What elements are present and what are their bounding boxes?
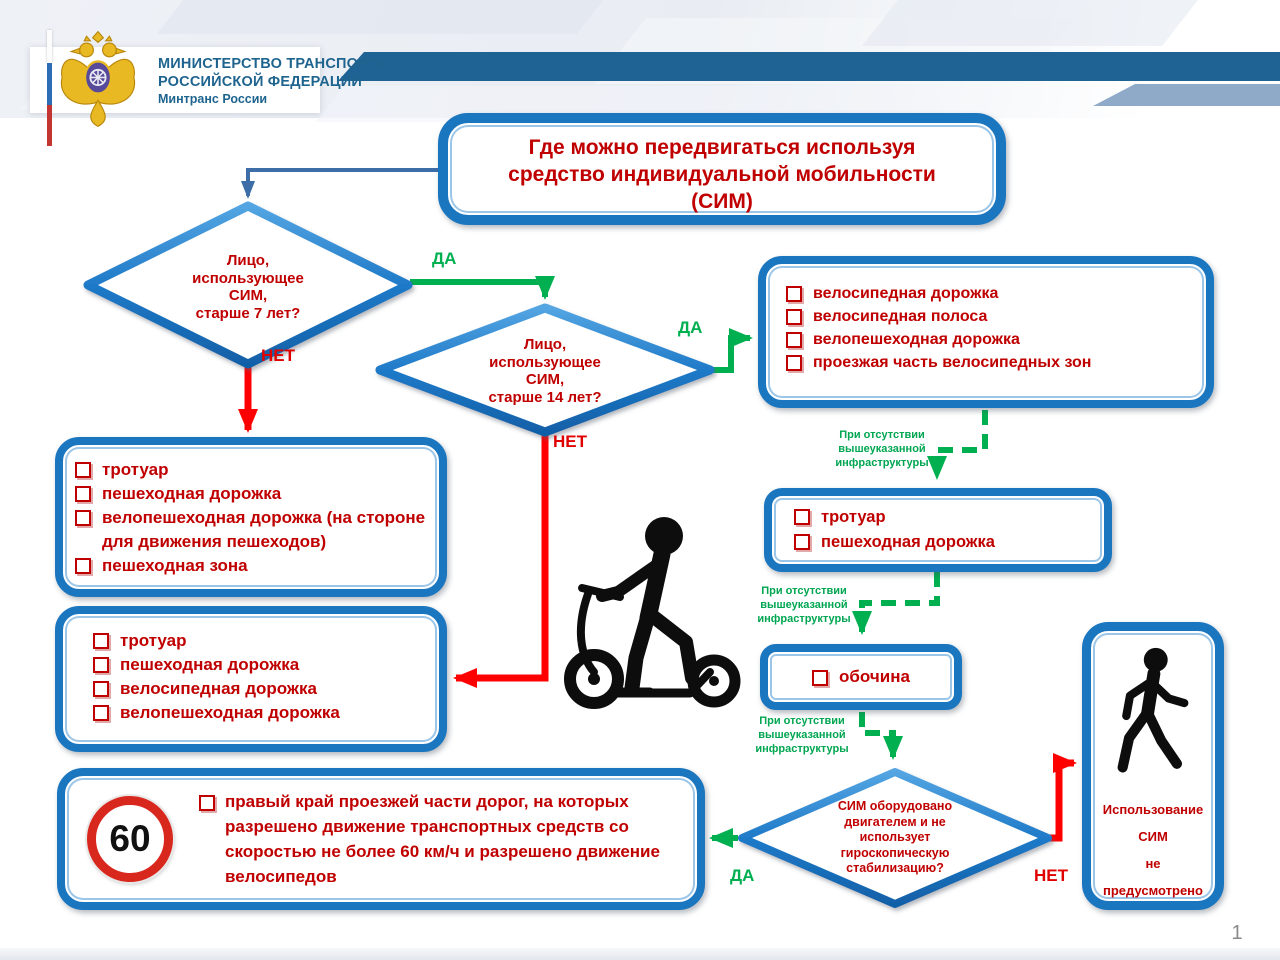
title-line-3: (СИМ): [691, 190, 753, 213]
list-item: [786, 351, 1198, 374]
list-item-label: тротуар: [102, 460, 169, 479]
checkbox-icon: [75, 510, 91, 526]
checkbox-icon: [786, 309, 802, 325]
arrow-no-infrastructure-1: [937, 410, 985, 477]
list-item: [786, 305, 1198, 328]
list-item: [75, 482, 433, 506]
ministry-line-2: РОССИЙСКОЙ ФЕДЕРАЦИИ: [158, 74, 362, 90]
result-box-7to14: [55, 606, 447, 752]
list-item-label: велопешеходная дорожка: [813, 331, 1020, 348]
no-label-age14: НЕТ: [553, 432, 587, 451]
list-item-label: пешеходная зона: [102, 556, 248, 575]
list-item: [786, 282, 1198, 305]
checkbox-icon: [794, 534, 810, 550]
title-line-2: средство индивидуальной мобильности: [508, 163, 936, 186]
checkbox-icon: [786, 355, 802, 371]
list-item: [93, 701, 433, 725]
result-box-under7: [55, 437, 447, 597]
pedestrian-icon: [1107, 645, 1199, 785]
title-box: [438, 113, 1006, 225]
list-item-label: велопешеходная дорожка: [120, 703, 340, 722]
scooter-rider-icon: [552, 500, 752, 710]
list-item: [794, 505, 1098, 530]
checkbox-icon: [199, 795, 215, 811]
pedestrian-text: Использование СИМ не предусмотрено: [1102, 802, 1204, 898]
list-item: [75, 458, 433, 482]
checkbox-icon: [93, 705, 109, 721]
result-box-pedestrian: [1082, 622, 1224, 910]
page-number: 1: [1231, 922, 1243, 944]
list-item-label: пешеходная дорожка: [120, 655, 300, 674]
ministry-line-3: Минтранс России: [158, 92, 268, 106]
checkbox-icon: [786, 332, 802, 348]
speed-limit-value: 60: [109, 818, 151, 859]
checkbox-icon: [75, 558, 91, 574]
ministry-line-1: МИНИСТЕРСТВО ТРАНСПОРТА: [158, 56, 387, 72]
arrow-no-infrastructure-2: [862, 572, 937, 632]
list-item-label: обочина: [839, 667, 910, 686]
list-item-label: велосипедная дорожка: [120, 679, 317, 698]
yes-label-age14: ДА: [678, 318, 703, 337]
checkbox-icon: [93, 681, 109, 697]
list-item-label: пешеходная дорожка: [821, 533, 995, 551]
decision-motorized-label: СИМ оборудовано двигателем и не использует гироскопическую стабилизацию?: [837, 799, 953, 875]
list-item-label: проезжая часть велосипедных зон: [813, 354, 1092, 371]
yes-label-age7: ДА: [432, 249, 457, 268]
list-item-label: велопешеходная дорожка (на стороне для движения пешеходов): [102, 508, 426, 551]
list-item-label: тротуар: [120, 631, 187, 650]
checkbox-icon: [786, 286, 802, 302]
connector-title-to-age7: [248, 170, 441, 196]
checkbox-icon: [93, 633, 109, 649]
list-item-label: велосипедная дорожка: [813, 285, 999, 302]
result-box-sidewalk: [764, 488, 1112, 572]
list-item-label: пешеходная дорожка: [102, 484, 282, 503]
arrow-no-motorized: [1050, 763, 1074, 838]
decision-age7-label: Лицо, использующее СИМ, старше 7 лет?: [192, 252, 304, 322]
checkbox-icon: [75, 486, 91, 502]
no-label-motorized: НЕТ: [1034, 866, 1068, 885]
arrow-no-infrastructure-3: [862, 712, 893, 757]
result-box-road60: [57, 768, 705, 910]
decision-age14-label: Лицо, использующее СИМ, старше 14 лет?: [488, 336, 602, 406]
list-item: [786, 328, 1198, 351]
list-item: [812, 664, 910, 690]
no-infrastructure-label-1: При отсутствии вышеуказанной инфраструктуры: [835, 429, 929, 469]
arrow-no-age14: [456, 434, 545, 678]
list-item: [93, 653, 433, 677]
result-box-roadside: [760, 644, 962, 710]
list-item-label: тротуар: [821, 508, 886, 526]
list-item: [93, 677, 433, 701]
list-item: [75, 506, 433, 554]
title-line-1: Где можно передвигаться используя: [528, 136, 916, 159]
arrow-yes-age14: [712, 338, 750, 370]
list-item: [794, 530, 1098, 555]
list-item-label: велосипедная полоса: [813, 308, 988, 325]
road60-text: [199, 789, 681, 889]
checkbox-icon: [75, 462, 91, 478]
checkbox-icon: [794, 509, 810, 525]
checkbox-icon: [812, 670, 828, 686]
arrow-yes-age7: [410, 282, 545, 297]
no-infrastructure-label-3: При отсутствии вышеуказанной инфраструктуры: [755, 715, 849, 755]
checkbox-icon: [93, 657, 109, 673]
no-label-age7: НЕТ: [261, 346, 295, 365]
list-item: [75, 554, 433, 578]
yes-label-motorized: ДА: [730, 866, 755, 885]
speed-limit-60-icon: [87, 796, 173, 882]
road60-label: правый край проезжей части дорог, на которых разрешено движение транспортных средств со скоростью не более 60 км/ч и разрешено движение велосипедов: [225, 792, 660, 886]
list-item: [93, 629, 433, 653]
result-box-over14: [758, 256, 1214, 408]
no-infrastructure-label-2: При отсутствии вышеуказанной инфраструктуры: [757, 585, 851, 625]
